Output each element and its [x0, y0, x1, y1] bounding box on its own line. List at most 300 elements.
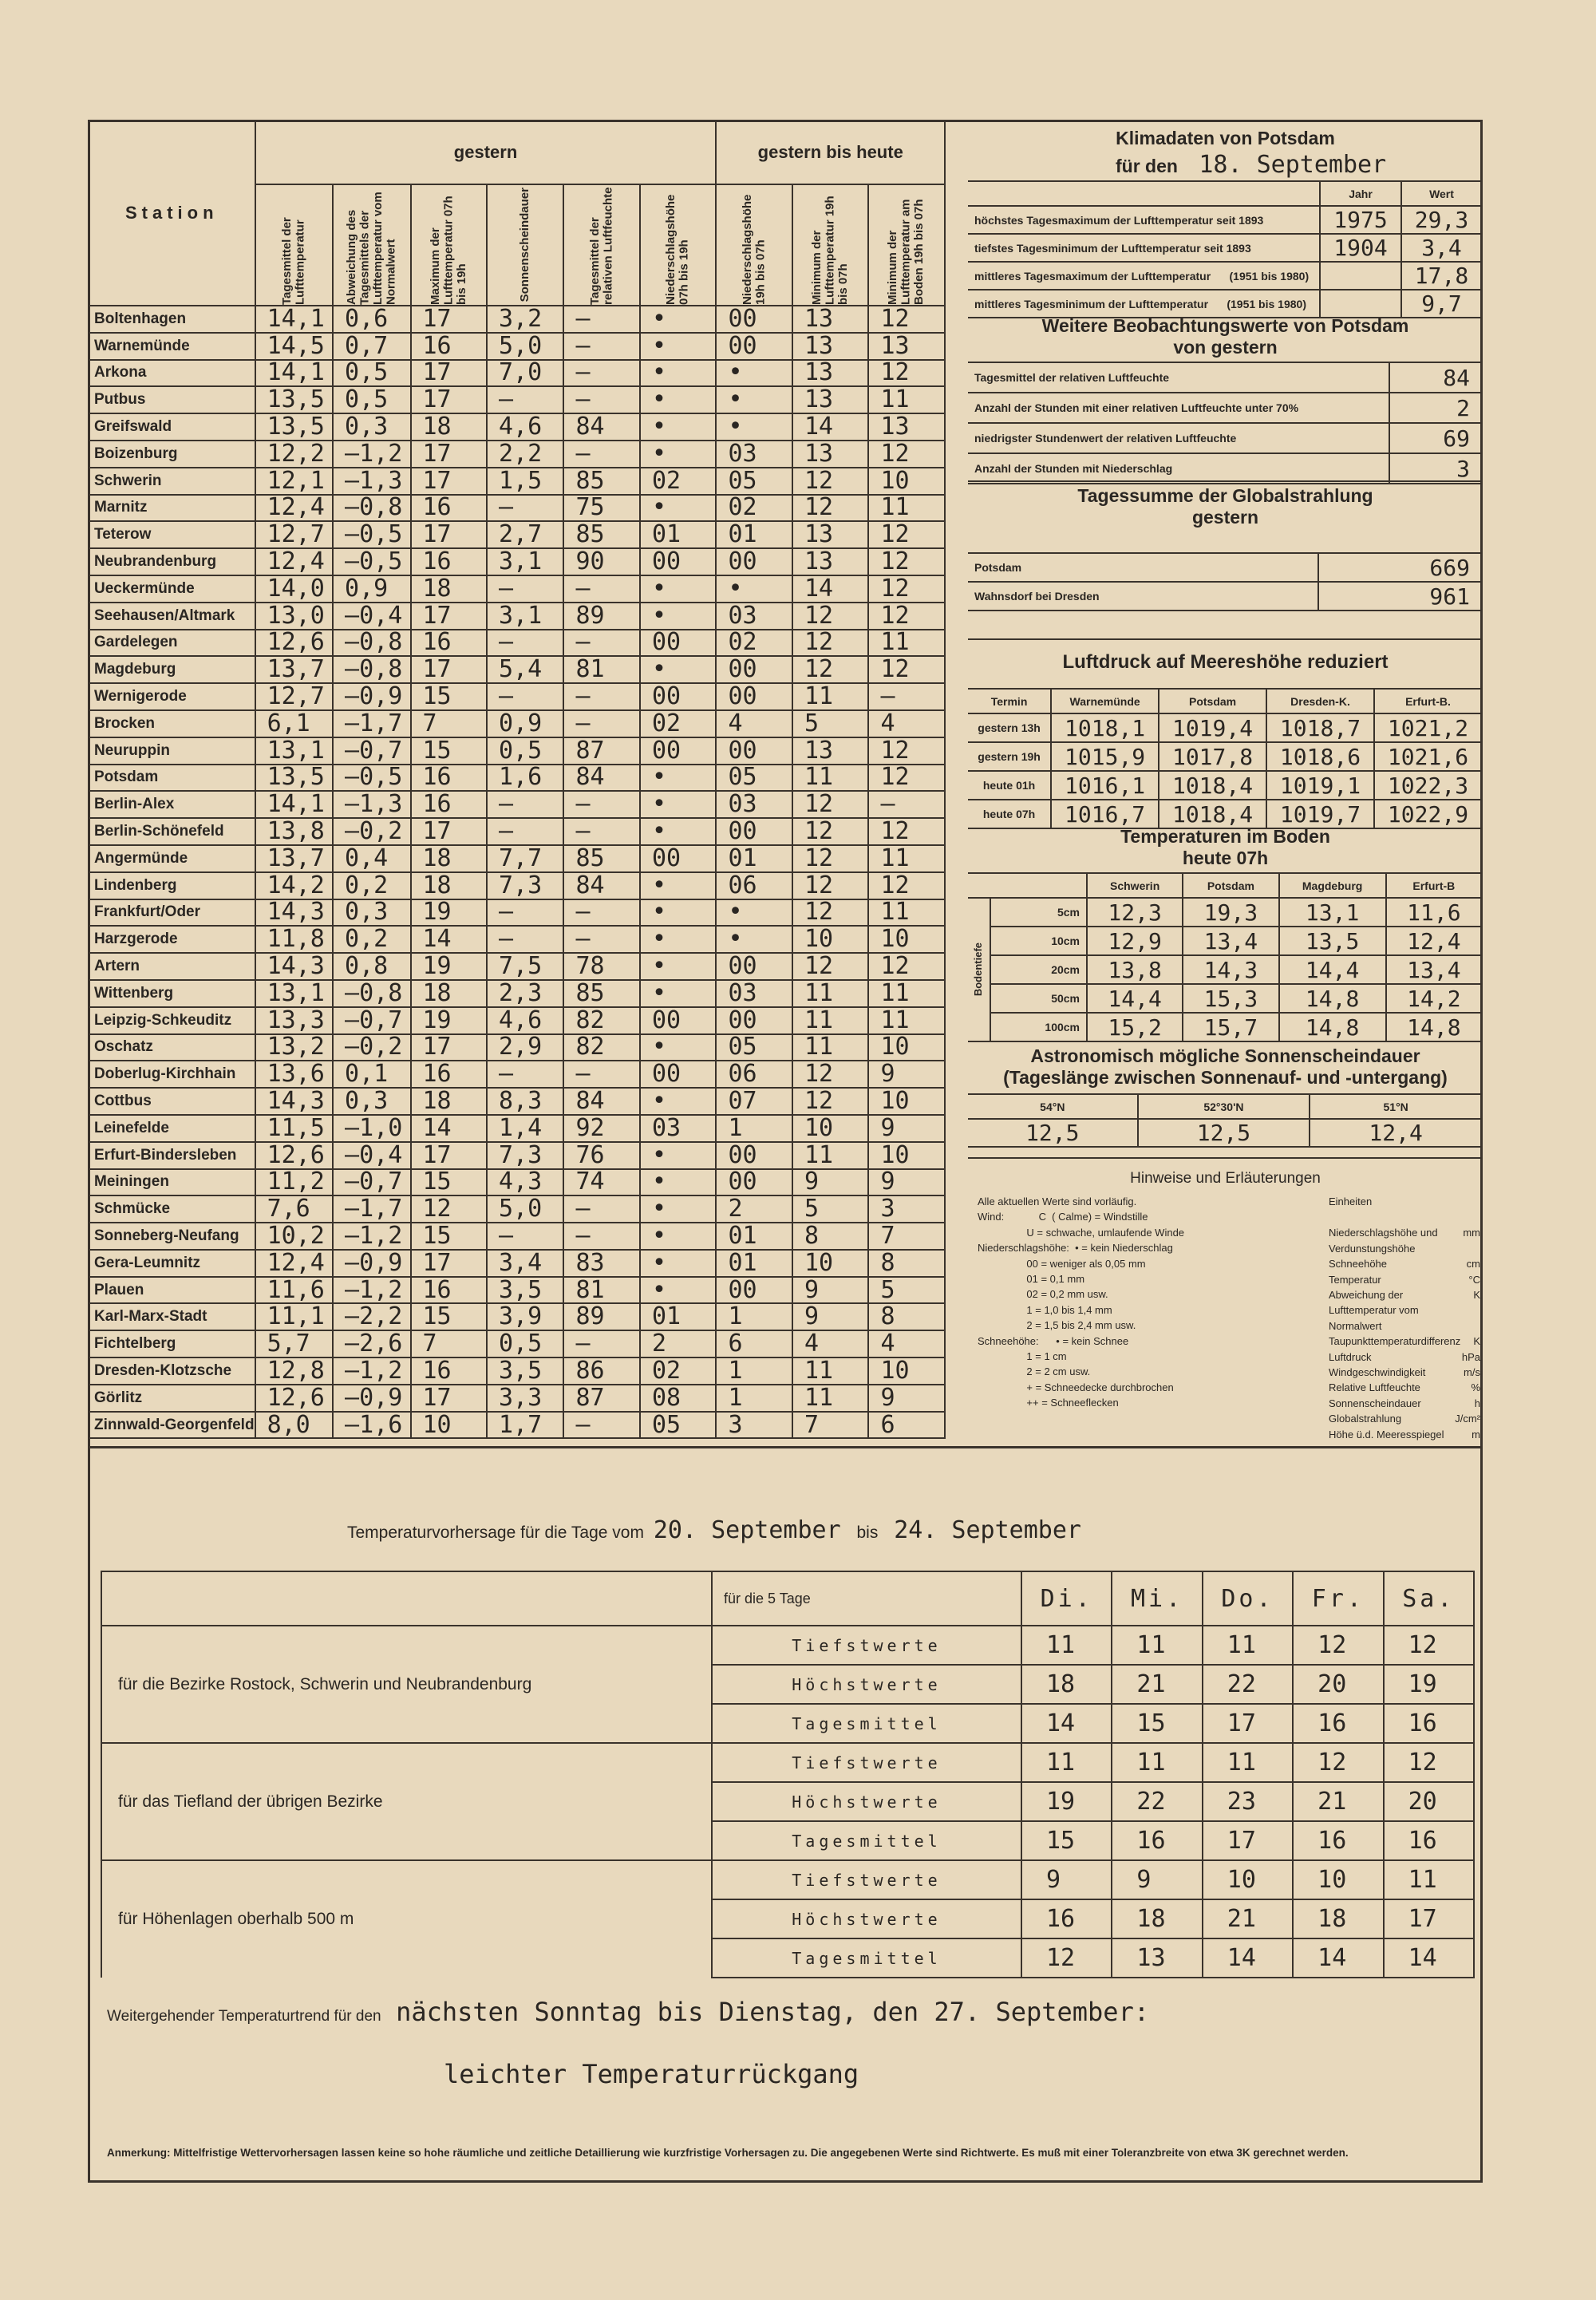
klima-label: mittleres Tagesminimum der Lufttemperatur (1951 bis 1980): [968, 290, 1320, 318]
station-value: 14: [792, 575, 869, 603]
station-value: 87: [563, 737, 640, 765]
fc-value: 12: [1384, 1743, 1474, 1782]
luftdruck-table: [968, 688, 1483, 829]
sonne-value: 12,5: [968, 1119, 1138, 1147]
ld-termin: gestern 13h: [968, 713, 1051, 742]
station-value: •: [640, 872, 717, 899]
hinweis-line: + = Schneedecke durchbrochen: [978, 1381, 1174, 1393]
klima-wert: 17,8: [1401, 262, 1482, 290]
station-value: —: [487, 575, 563, 603]
hinweis-line: Wind: C ( Calme) = Windstille: [978, 1211, 1148, 1223]
station-value: 11: [868, 630, 945, 657]
weitere-wert: 2: [1389, 393, 1482, 423]
station-value: 3,4: [487, 1250, 563, 1277]
station-value: 12: [868, 818, 945, 845]
station-value: •: [716, 926, 792, 953]
station-value: 02: [640, 1357, 717, 1385]
station-row: [89, 926, 945, 953]
station-value: 9: [792, 1277, 869, 1304]
ld-termin: heute 01h: [968, 771, 1051, 800]
station-value: 5,0: [487, 333, 563, 360]
station-value: 00: [640, 845, 717, 872]
station-value: 15: [411, 737, 488, 765]
ld-value: 1018,1: [1051, 713, 1159, 742]
station-value: 14,2: [255, 872, 333, 899]
boden-header: Erfurt-B: [1386, 873, 1482, 898]
boden-header: Magdeburg: [1279, 873, 1386, 898]
station-row: [89, 1195, 945, 1223]
unit-value: hPa: [1461, 1350, 1480, 1363]
hinweis-line: 1 = 1,0 bis 1,4 mm: [978, 1303, 1112, 1316]
unit-label: Höhe ü.d. Meeresspiegel: [1329, 1428, 1444, 1440]
station-value: 05: [716, 468, 792, 495]
hinweis-line: Schneehöhe: • = kein Schnee: [978, 1334, 1129, 1347]
boden-depth: 50cm: [990, 984, 1087, 1013]
station-value: 01: [716, 845, 792, 872]
fc-value: 17: [1203, 1821, 1293, 1860]
station-value: –0,2: [333, 818, 410, 845]
station-value: 18: [411, 413, 488, 441]
station-value: •: [640, 386, 717, 413]
fc-day-0: Di.: [1021, 1571, 1112, 1626]
footnote: Anmerkung: Mittelfristige Wettervorhersagen lassen keine so hohe räumliche und zeitliche Detaillierung wie kurzfristige Vorhersagen zu. Die angegebenen Werte sind Richtwerte. Es muß mit einer Toleranzbreite von etwa 3K gerechnet werden.: [107, 2147, 1349, 2159]
station-value: 16: [411, 495, 488, 522]
station-value: 13: [792, 737, 869, 765]
ld-value: 1021,6: [1374, 742, 1482, 771]
station-value: 4,6: [487, 1007, 563, 1034]
station-value: 19: [411, 953, 488, 980]
station-row: [89, 1169, 945, 1196]
station-value: 11: [792, 1034, 869, 1061]
station-value: •: [640, 441, 717, 468]
station-header: Station: [89, 121, 255, 306]
boden-value: 12,4: [1386, 927, 1482, 955]
station-value: –0,8: [333, 980, 410, 1007]
station-value: 03: [716, 791, 792, 818]
sonne-value: 12,4: [1310, 1119, 1482, 1147]
unit-row: [1329, 1287, 1480, 1334]
station-value: —: [563, 306, 640, 333]
fc-value: 14: [1021, 1704, 1112, 1743]
station-name: Zinnwald-Georgenfeld: [89, 1412, 255, 1439]
station-value: –2,2: [333, 1303, 410, 1330]
boden-value: 15,3: [1183, 984, 1278, 1013]
station-value: —: [563, 791, 640, 818]
station-value: 7,0: [487, 360, 563, 387]
station-value: 16: [411, 1277, 488, 1304]
station-value: 17: [411, 360, 488, 387]
station-value: 11,2: [255, 1169, 333, 1196]
station-value: –0,4: [333, 603, 410, 630]
weitere-label: Tagesmittel der relativen Luftfeuchte: [968, 362, 1389, 393]
boden-value: 14,2: [1386, 984, 1482, 1013]
station-value: 14: [411, 926, 488, 953]
ld-value: 1019,7: [1266, 800, 1374, 828]
col-header-1: Abweichung des Tagesmittels der Lufttemperatur vom Normalwert: [333, 184, 410, 306]
unit-label: Sonnenscheindauer: [1329, 1397, 1421, 1409]
station-value: 12,6: [255, 1142, 333, 1169]
klima-jahr: [1320, 290, 1401, 318]
station-value: 7: [868, 1223, 945, 1250]
station-value: 76: [563, 1142, 640, 1169]
station-value: 14,1: [255, 306, 333, 333]
hinweis-line: 2 = 1,5 bis 2,4 mm usw.: [978, 1319, 1136, 1332]
weitere-wert: 3: [1389, 453, 1482, 484]
station-value: 10: [792, 1250, 869, 1277]
station-value: 84: [563, 765, 640, 792]
station-value: 14: [411, 1115, 488, 1142]
unit-label: Luftdruck: [1329, 1350, 1372, 1363]
station-row: [89, 306, 945, 333]
station-value: —: [487, 899, 563, 927]
station-value: 14,3: [255, 1088, 333, 1115]
station-value: •: [640, 656, 717, 683]
station-name: Oschatz: [89, 1034, 255, 1061]
station-value: 03: [640, 1115, 717, 1142]
station-row: [89, 1303, 945, 1330]
station-value: 3: [716, 1412, 792, 1439]
station-value: —: [563, 333, 640, 360]
col-header-4: Tagesmittel der relativen Luftfeuchte: [563, 184, 640, 306]
station-name: Gera-Leumnitz: [89, 1250, 255, 1277]
fc-value: 18: [1021, 1665, 1112, 1704]
fc-value: 15: [1021, 1821, 1112, 1860]
station-name: Boltenhagen: [89, 306, 255, 333]
station-value: 13,7: [255, 656, 333, 683]
fc-row: [101, 1743, 1474, 1782]
station-value: 10: [868, 1088, 945, 1115]
station-row: [89, 1250, 945, 1277]
station-value: 1: [716, 1385, 792, 1412]
station-row: [89, 360, 945, 387]
global-panel: [968, 480, 1483, 611]
station-value: 11: [868, 845, 945, 872]
fc-value: 22: [1203, 1665, 1293, 1704]
station-value: 12: [868, 603, 945, 630]
fc-region: für Höhenlagen oberhalb 500 m: [101, 1860, 712, 1978]
station-value: 13: [792, 360, 869, 387]
station-value: 3,5: [487, 1357, 563, 1385]
fc-day-1: Mi.: [1112, 1571, 1202, 1626]
station-value: 17: [411, 1250, 488, 1277]
station-value: —: [487, 818, 563, 845]
station-value: 12: [792, 818, 869, 845]
station-value: •: [640, 1195, 717, 1223]
station-value: —: [563, 386, 640, 413]
trend-line: [107, 1997, 1149, 2027]
station-value: 00: [640, 548, 717, 575]
station-value: 12: [868, 765, 945, 792]
unit-value: K: [1473, 1335, 1480, 1348]
station-value: 13,5: [255, 765, 333, 792]
station-value: 5,4: [487, 656, 563, 683]
station-value: 13,1: [255, 737, 333, 765]
station-value: 9: [868, 1385, 945, 1412]
klimadaten-fuer-den: für den: [1116, 156, 1178, 176]
fc-value: 19: [1384, 1665, 1474, 1704]
fc-value: 20: [1384, 1782, 1474, 1821]
station-value: –0,7: [333, 1169, 410, 1196]
fc-region: für die Bezirke Rostock, Schwerin und Neubrandenburg: [101, 1626, 712, 1743]
station-value: 5,0: [487, 1195, 563, 1223]
station-value: 11: [792, 980, 869, 1007]
ld-value: 1018,4: [1159, 800, 1266, 828]
station-row: [89, 710, 945, 737]
boden-header: Potsdam: [1183, 873, 1278, 898]
station-value: 0,5: [487, 1330, 563, 1357]
station-value: 1,5: [487, 468, 563, 495]
station-value: •: [640, 926, 717, 953]
station-row: [89, 441, 945, 468]
station-value: 11: [868, 980, 945, 1007]
station-value: 00: [716, 683, 792, 710]
station-value: 13: [792, 386, 869, 413]
station-value: 19: [411, 1007, 488, 1034]
station-value: 11: [792, 1007, 869, 1034]
station-row: [89, 1088, 945, 1115]
station-value: 7,3: [487, 1142, 563, 1169]
station-value: 83: [563, 1250, 640, 1277]
station-value: —: [563, 1223, 640, 1250]
station-value: 6: [868, 1412, 945, 1439]
klima-row: [968, 290, 1482, 318]
fc-value: 22: [1112, 1782, 1202, 1821]
station-value: 74: [563, 1169, 640, 1196]
station-value: 7,6: [255, 1195, 333, 1223]
col-header-6: Niederschlagshöhe 19h bis 07h: [716, 184, 792, 306]
fc-value: 17: [1384, 1899, 1474, 1938]
boden-value: 12,9: [1087, 927, 1183, 955]
ld-value: 1019,4: [1159, 713, 1266, 742]
station-value: 00: [640, 1007, 717, 1034]
station-value: 5,7: [255, 1330, 333, 1357]
station-value: •: [640, 1142, 717, 1169]
unit-label: Schneehöhe: [1329, 1258, 1388, 1271]
boden-value: 14,8: [1386, 1013, 1482, 1041]
hinweis-line: 00 = weniger als 0,05 mm: [978, 1257, 1146, 1270]
station-row: [89, 575, 945, 603]
station-row: [89, 737, 945, 765]
fc-row: [101, 1626, 1474, 1665]
fc-value: 21: [1112, 1665, 1202, 1704]
weitere-title: Weitere Beobachtungswerte von Potsdam: [1041, 315, 1409, 336]
station-value: 16: [411, 1061, 488, 1088]
hinweise-units: [1329, 1194, 1480, 1442]
station-name: Fichtelberg: [89, 1330, 255, 1357]
station-value: 7: [411, 1330, 488, 1357]
hinweis-line: 1 = 1 cm: [978, 1350, 1067, 1363]
station-value: 00: [716, 953, 792, 980]
station-value: 7,5: [487, 953, 563, 980]
station-name: Lindenberg: [89, 872, 255, 899]
station-value: 11,1: [255, 1303, 333, 1330]
unit-row: [1329, 1256, 1480, 1271]
klima-label: mittleres Tagesmaximum der Lufttemperatur (1951 bis 1980): [968, 262, 1320, 290]
station-value: 14,1: [255, 791, 333, 818]
station-value: 15: [411, 1303, 488, 1330]
unit-row: [1329, 1350, 1480, 1365]
station-value: –1,2: [333, 441, 410, 468]
station-value: 12: [868, 656, 945, 683]
boden-value: 14,8: [1279, 1013, 1386, 1041]
station-value: 07: [716, 1088, 792, 1115]
station-value: •: [640, 980, 717, 1007]
station-value: 11: [868, 495, 945, 522]
station-value: 13,5: [255, 413, 333, 441]
col-jahr: Jahr: [1320, 181, 1401, 206]
station-row: [89, 1223, 945, 1250]
station-row: [89, 1330, 945, 1357]
station-value: 0,5: [487, 737, 563, 765]
station-value: 12: [792, 953, 869, 980]
station-value: 9: [792, 1169, 869, 1196]
station-value: 12: [868, 521, 945, 548]
station-row: [89, 521, 945, 548]
klima-wert: 3,4: [1401, 234, 1482, 262]
station-value: 10: [868, 1142, 945, 1169]
station-value: 90: [563, 548, 640, 575]
boden-value: 15,2: [1087, 1013, 1183, 1041]
station-name: Berlin-Schönefeld: [89, 818, 255, 845]
station-row: [89, 1357, 945, 1385]
station-value: •: [716, 413, 792, 441]
fc-value: 11: [1021, 1626, 1112, 1665]
station-value: •: [640, 1034, 717, 1061]
ld-header: Termin: [968, 689, 1051, 713]
station-value: 12: [868, 737, 945, 765]
station-value: •: [640, 1223, 717, 1250]
station-value: —: [487, 630, 563, 657]
station-value: —: [487, 926, 563, 953]
station-value: 4: [792, 1330, 869, 1357]
ld-value: 1015,9: [1051, 742, 1159, 771]
fc-value: 14: [1203, 1938, 1293, 1978]
station-value: 9: [868, 1115, 945, 1142]
station-value: 84: [563, 1088, 640, 1115]
station-row: [89, 656, 945, 683]
station-value: 13,8: [255, 818, 333, 845]
station-value: –1,3: [333, 468, 410, 495]
station-value: 18: [411, 1088, 488, 1115]
station-value: 10: [868, 468, 945, 495]
station-value: 89: [563, 603, 640, 630]
station-value: 11,6: [255, 1277, 333, 1304]
unit-label: Windgeschwindigkeit: [1329, 1366, 1426, 1379]
trend-label: Weitergehender Temperaturtrend für den: [107, 2008, 381, 2025]
station-value: 03: [716, 980, 792, 1007]
station-value: 00: [716, 818, 792, 845]
fc-value: 16: [1293, 1821, 1383, 1860]
station-name: Gardelegen: [89, 630, 255, 657]
klima-wert: 29,3: [1401, 206, 1482, 234]
station-value: 12: [792, 495, 869, 522]
col-header-5: Niederschlagshöhe 07h bis 19h: [640, 184, 717, 306]
ld-value: 1018,7: [1266, 713, 1374, 742]
station-row: [89, 333, 945, 360]
klima-wert: 9,7: [1401, 290, 1482, 318]
station-name: Arkona: [89, 360, 255, 387]
boden-title: Temperaturen im Boden: [1120, 826, 1330, 847]
station-name: Görlitz: [89, 1385, 255, 1412]
boden-table: [968, 872, 1483, 1042]
weitere-wert: 84: [1389, 362, 1482, 393]
station-name: Plauen: [89, 1277, 255, 1304]
station-value: 5: [868, 1277, 945, 1304]
boden-depth: 100cm: [990, 1013, 1087, 1041]
station-value: 84: [563, 872, 640, 899]
station-name: Warnemünde: [89, 333, 255, 360]
station-value: 15: [411, 1223, 488, 1250]
boden-header: Schwerin: [1087, 873, 1183, 898]
station-value: 3,3: [487, 1385, 563, 1412]
station-value: –0,8: [333, 630, 410, 657]
station-value: 05: [640, 1412, 717, 1439]
station-value: 12: [868, 306, 945, 333]
boden-value: 12,3: [1087, 898, 1183, 927]
station-value: —: [487, 1061, 563, 1088]
station-value: 10: [792, 1115, 869, 1142]
station-value: 2,2: [487, 441, 563, 468]
forecast-table: [101, 1571, 1475, 1978]
hinweis-line: Niederschlagshöhe: • = kein Niederschlag: [978, 1242, 1173, 1255]
fc-row: [101, 1860, 1474, 1899]
station-row: [89, 548, 945, 575]
station-name: Potsdam: [89, 765, 255, 792]
station-value: 16: [411, 548, 488, 575]
fc-value: 13: [1112, 1938, 1202, 1978]
station-value: —: [563, 1330, 640, 1357]
station-name: Marnitz: [89, 495, 255, 522]
station-value: 12: [868, 548, 945, 575]
fc-value: 20: [1293, 1665, 1383, 1704]
station-value: •: [640, 899, 717, 927]
station-value: 4,6: [487, 413, 563, 441]
station-value: –0,2: [333, 1034, 410, 1061]
station-name: Berlin-Alex: [89, 791, 255, 818]
station-value: 12: [868, 872, 945, 899]
station-name: Harzgerode: [89, 926, 255, 953]
station-name: Neuruppin: [89, 737, 255, 765]
station-row: [89, 872, 945, 899]
station-value: 00: [640, 1061, 717, 1088]
fc-row-label: Tiefstwerte: [712, 1626, 1021, 1665]
station-value: 14: [792, 413, 869, 441]
sonne-header: 51°N: [1310, 1094, 1482, 1119]
unit-value: m/s: [1464, 1366, 1480, 1379]
ld-row: [968, 742, 1482, 771]
station-name: Schwerin: [89, 468, 255, 495]
station-value: 85: [563, 468, 640, 495]
station-name: Angermünde: [89, 845, 255, 872]
station-value: 1,4: [487, 1115, 563, 1142]
station-value: 9: [792, 1303, 869, 1330]
fc-row-label: Höchstwerte: [712, 1665, 1021, 1704]
station-value: 6: [716, 1330, 792, 1357]
station-row: [89, 953, 945, 980]
fc-row-label: Höchstwerte: [712, 1899, 1021, 1938]
fc-value: 18: [1293, 1899, 1383, 1938]
station-value: —: [563, 818, 640, 845]
station-value: 11: [868, 386, 945, 413]
station-value: 8: [868, 1250, 945, 1277]
station-name: Boizenburg: [89, 441, 255, 468]
station-value: 01: [716, 1223, 792, 1250]
station-value: 12,2: [255, 441, 333, 468]
boden-value: 15,7: [1183, 1013, 1278, 1041]
station-value: 16: [411, 1357, 488, 1385]
weitere-label: Anzahl der Stunden mit einer relativen Luftfeuchte unter 70%: [968, 393, 1389, 423]
station-value: 12,4: [255, 548, 333, 575]
